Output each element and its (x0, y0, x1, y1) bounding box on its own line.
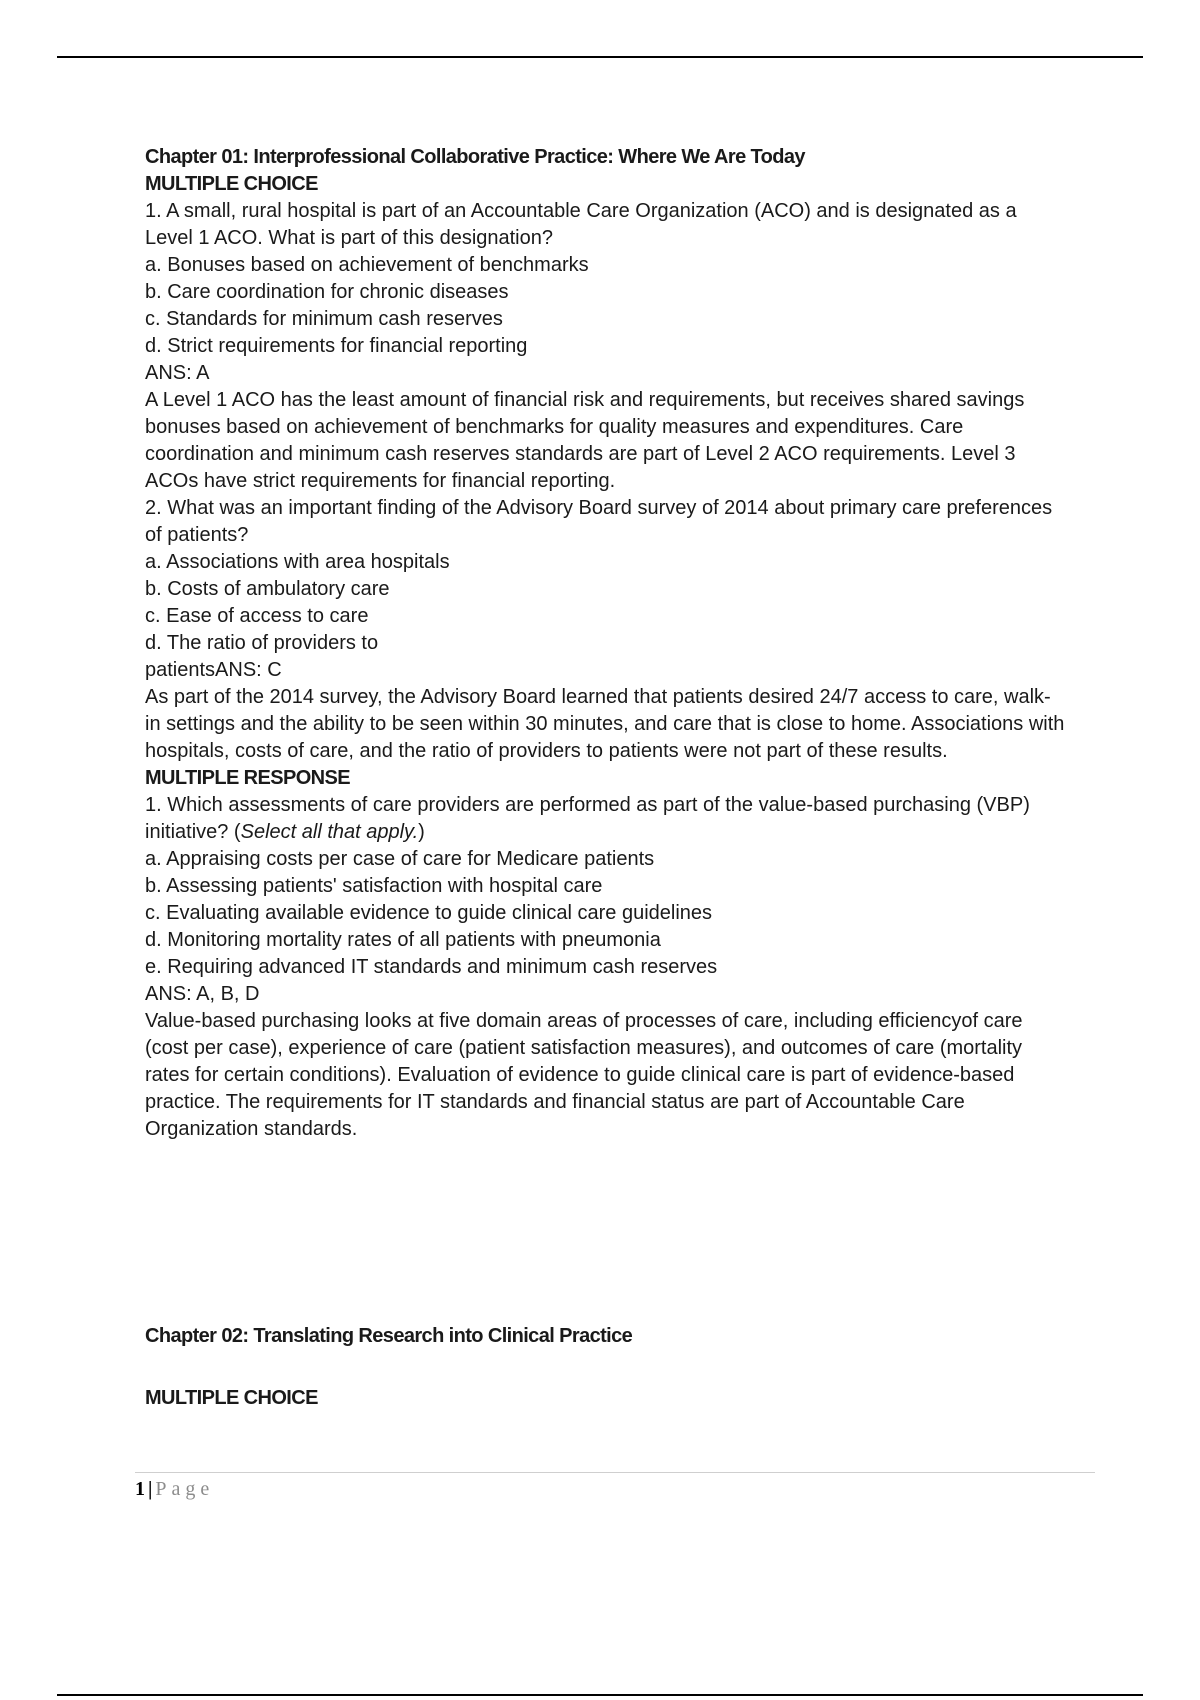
document-body (145, 144, 1065, 1412)
mr-question-1-stem-text: 1. Which assessments of care providers are performed as part of the value-based purchasing (VBP) initiative? ( (145, 794, 1030, 843)
mr-question-1-rationale: Value-based purchasing looks at five domain areas of processes of care, including efficiencyof care (cost per case), experience of care (patient satisfaction measures), and outcomes of care (mortality rates for certain conditions). Evaluation of evidence to guide clinical care is part of evidence-based practice. The requirements for IT standards and financial status are part of Accountable Care Organization standards. (145, 1010, 1023, 1140)
footer-divider (135, 1472, 1095, 1473)
bottom-divider (57, 1694, 1143, 1696)
question-1-rationale: A Level 1 ACO has the least amount of financial risk and requirements, but receives shared savings bonuses based on achievement of benchmarks for quality measures and expenditures. Care coordination and minimum cash reserves standards are part of Level 2 ACO requirements. Level 3 ACOs have strict requirements for financial reporting. (145, 389, 1025, 492)
heading-gap (145, 1350, 1065, 1385)
page-label: Page (155, 1478, 215, 1500)
question-2-answer: patientsANS: C (145, 659, 282, 681)
mr-question-1-answer: ANS: A, B, D (145, 983, 260, 1005)
question-1-option-c: c. Standards for minimum cash reserves (145, 308, 503, 330)
page-separator: | (148, 1478, 153, 1500)
multiple-response-heading: MULTIPLE RESPONSE (145, 767, 351, 789)
question-2-option-c: c. Ease of access to care (145, 605, 369, 627)
question-1-answer: ANS: A (145, 362, 210, 384)
question-1-stem: 1. A small, rural hospital is part of an Accountable Care Organization (ACO) and is designated as a Level 1 ACO. What is part of this designation? (145, 200, 1017, 249)
question-2-option-a: a. Associations with area hospitals (145, 551, 450, 573)
mr-question-1-stem-italic: Select all that apply. (240, 821, 419, 843)
chapter-2-title: Chapter 02: Translating Research into Clinical Practice (145, 1325, 633, 1347)
mr-question-1-option-d: d. Monitoring mortality rates of all patients with pneumonia (145, 929, 661, 951)
mr-question-1-stem (145, 792, 1065, 846)
question-1-option-a: a. Bonuses based on achievement of benchmarks (145, 254, 589, 276)
chapter-2-multiple-choice-heading: MULTIPLE CHOICE (145, 1387, 318, 1409)
multiple-choice-heading: MULTIPLE CHOICE (145, 173, 318, 195)
page-number: 1 (135, 1478, 145, 1500)
page-footer (135, 1478, 214, 1501)
question-2-option-b: b. Costs of ambulatory care (145, 578, 390, 600)
question-1-option-d: d. Strict requirements for financial reporting (145, 335, 528, 357)
top-divider (57, 56, 1143, 58)
section-gap (145, 1143, 1065, 1323)
chapter-1-title: Chapter 01: Interprofessional Collaborative Practice: Where We Are Today (145, 146, 805, 168)
mr-question-1-option-c: c. Evaluating available evidence to guide clinical care guidelines (145, 902, 713, 924)
question-1-option-b: b. Care coordination for chronic diseases (145, 281, 509, 303)
mr-question-1-option-e: e. Requiring advanced IT standards and minimum cash reserves (145, 956, 718, 978)
question-2-option-d: d. The ratio of providers to (145, 632, 379, 654)
mr-question-1-option-b: b. Assessing patients' satisfaction with hospital care (145, 875, 603, 897)
mr-question-1-stem-end: ) (418, 821, 425, 843)
question-2-stem: 2. What was an important finding of the Advisory Board survey of 2014 about primary care preferences of patients? (145, 497, 1053, 546)
question-2-rationale: As part of the 2014 survey, the Advisory Board learned that patients desired 24/7 access to care, walk-in settings and the ability to be seen within 30 minutes, and care that is close to home. Associations with hospitals, costs of care, and the ratio of providers to patients were not part of these results. (145, 686, 1065, 762)
mr-question-1-option-a: a. Appraising costs per case of care for Medicare patients (145, 848, 655, 870)
